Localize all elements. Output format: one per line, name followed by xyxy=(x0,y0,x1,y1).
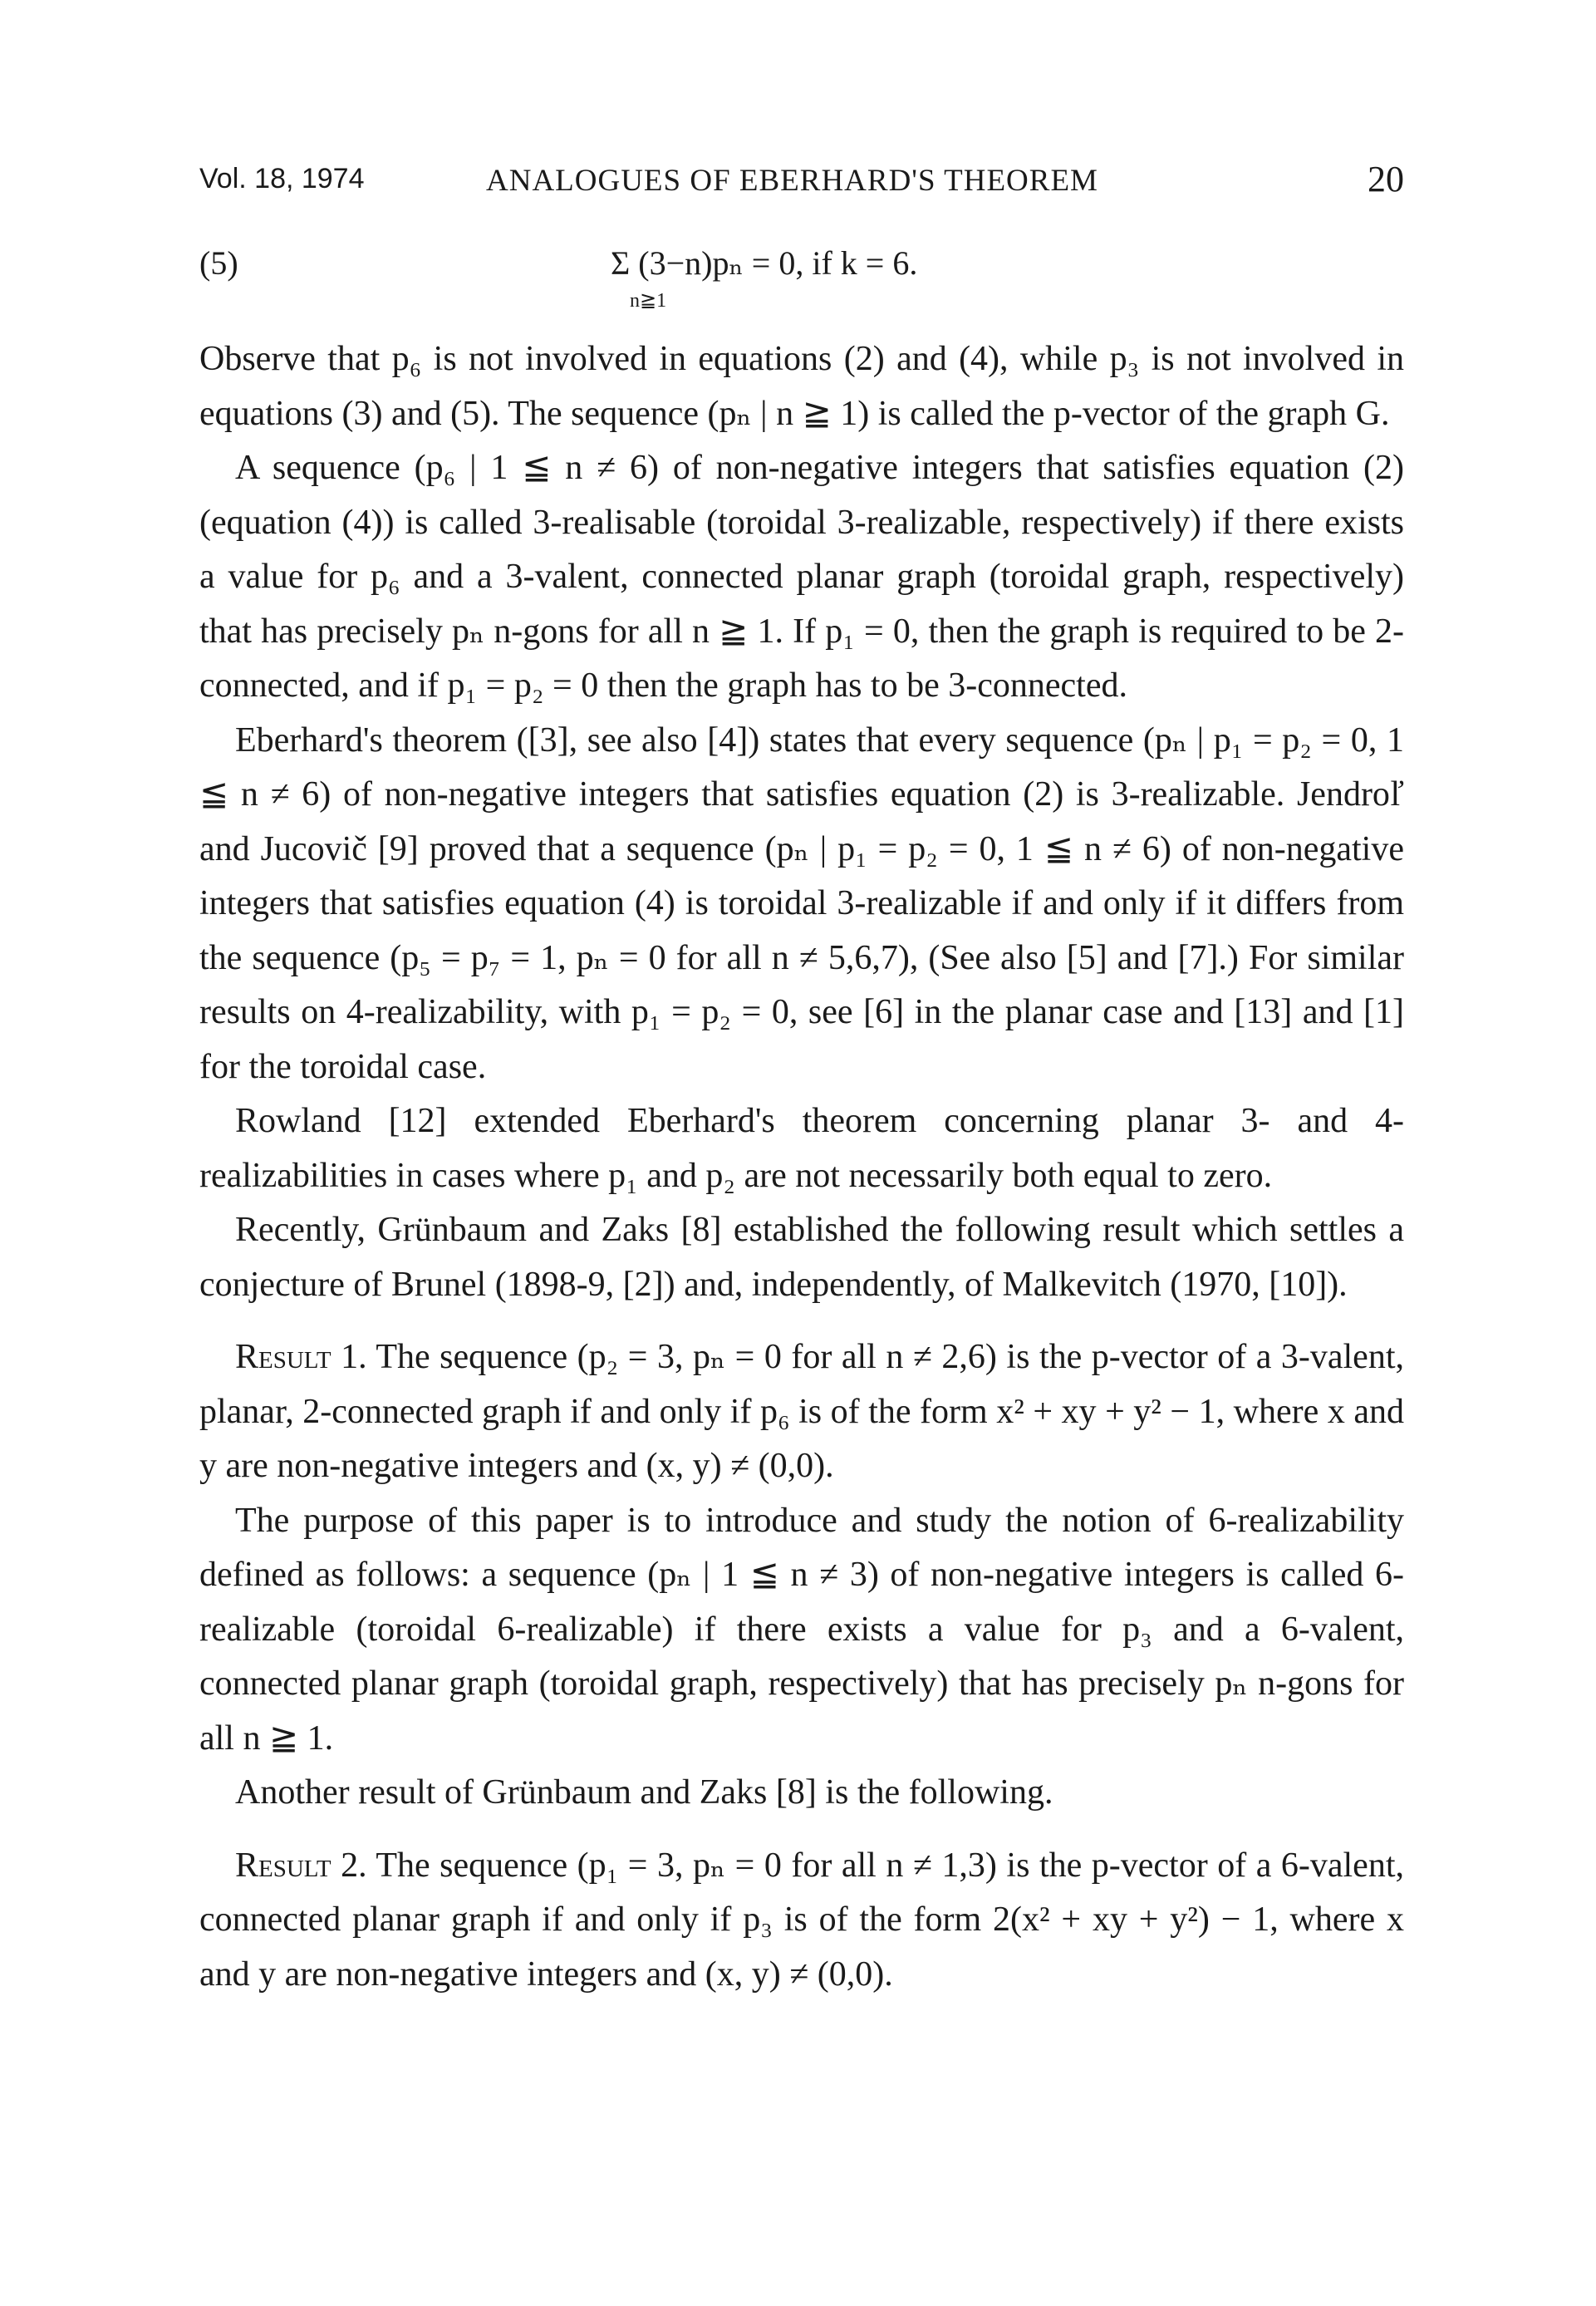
result-2 xyxy=(199,1839,1404,2003)
result-label: Result 1. xyxy=(235,1338,367,1376)
result-text: The sequence (p₂ = 3, pₙ = 0 for all n ≠ 2,6) is the p-vector of a 3-valent, planar, 2-connected graph if and only if p₆ is of the form x² + xy + y² − 1, where x and y are non-negative integers and (x, y) ≠ (0,0). xyxy=(199,1338,1404,1485)
paragraph: The purpose of this paper is to introduce and study the notion of 6-realizability defined as follows: a sequence (pₙ | 1 ≦ n ≠ 3) of non-negative integers is called 6-realizable (toroidal 6-realizable) if there exists a value for p₃ and a 6-valent, connected planar graph (toroidal graph, respectively) that has precisely pₙ n-gons for all n ≧ 1. xyxy=(199,1501,1404,1758)
paragraph: Recently, Grünbaum and Zaks [8] established the following result which settles a conjecture of Brunel (1898-9, [2]) and, independently, of Malkevitch (1970, [10]). xyxy=(199,1211,1404,1304)
paragraph: Eberhard's theorem ([3], see also [4]) states that every sequence (pₙ | p₁ = p₂ = 0, 1 ≦ n ≠ 6) of non-negative integers that satisfies equation (2) is 3-realizable. Jendroľ and Jucovič [9] proved that a sequence (pₙ | p₁ = p₂ = 0, 1 ≦ n ≠ 6) of non-negative integers that satisfies equation (4) is toroidal 3-realizable if and only if it differs from the sequence (p₅ = p₇ = 1, pₙ = 0 for all n ≠ 5,6,7), (See also [5] and [7].) For similar results on 4-realizability, with p₁ = p₂ = 0, see [6] in the planar case and [13] and [1] for the toroidal case. xyxy=(199,720,1404,1086)
result-text: The sequence (p₁ = 3, pₙ = 0 for all n ≠ 1,3) is the p-vector of a 6-valent, connected planar graph if and only if p₃ is of the form 2(x² + xy + y²) − 1, where x and y are non-negative integers and (x, y) ≠ (0,0). xyxy=(199,1846,1404,1994)
result-label: Result 2. xyxy=(235,1846,367,1885)
summation-subscript: n≧1 xyxy=(630,290,667,312)
paragraph: Observe that p₆ is not involved in equations (2) and (4), while p₃ is not involved in equations (3) and (5). The sequence (pₙ | n ≧ 1) is called the p-vector of the graph G. xyxy=(199,340,1404,433)
paragraph: Rowland [12] extended Eberhard's theorem concerning planar 3- and 4-realizabilities in cases where p₁ and p₂ are not necessarily both equal to zero. xyxy=(199,1102,1404,1195)
equation-5 xyxy=(199,237,1404,312)
equation-formula: Σ (3−n)pₙ = 0, if k = 6. xyxy=(611,244,918,282)
result-1 xyxy=(199,1330,1404,1494)
body-text xyxy=(199,332,1404,2002)
volume-label: Vol. 18, 1974 xyxy=(199,163,365,194)
running-title: ANALOGUES OF EBERHARD'S THEOREM xyxy=(486,164,1098,198)
page-number: 20 xyxy=(1368,159,1404,199)
paragraph: Another result of Grünbaum and Zaks [8] is the following. xyxy=(235,1773,1053,1812)
equation-label: (5) xyxy=(199,244,238,282)
paragraph: A sequence (p₆ | 1 ≦ n ≠ 6) of non-negative integers that satisfies equation (2) (equation (4)) is called 3-realisable (toroidal 3-realizable, respectively) if there exists a value for p₆ and a 3-valent, connected planar graph (toroidal graph, respectively) that has precisely pₙ n-gons for all n ≧ 1. If p₁ = 0, then the graph is required to be 2-connected, and if p₁ = p₂ = 0 then the graph has to be 3-connected. xyxy=(199,449,1404,705)
running-header xyxy=(199,159,1404,213)
